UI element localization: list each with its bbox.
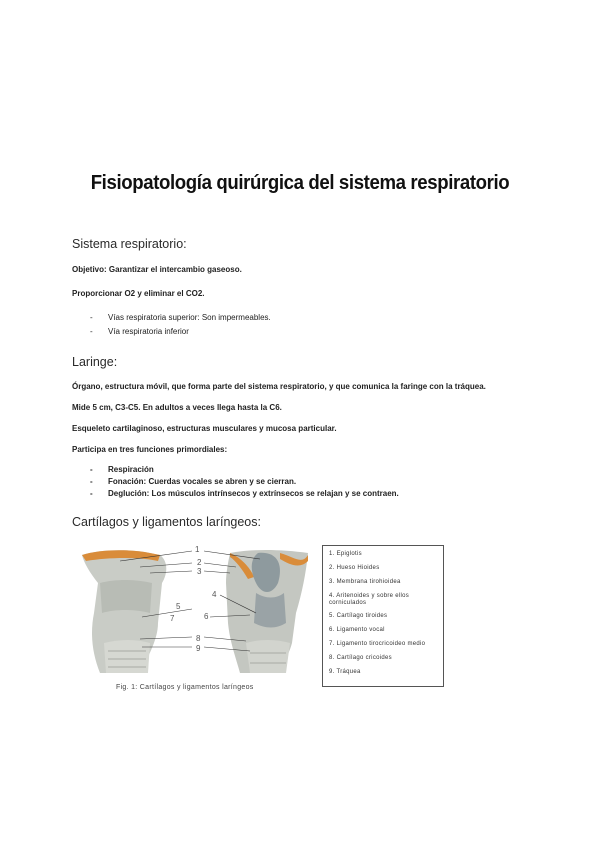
figure-number-2: 2 (197, 558, 202, 567)
list-item: - Deglución: Los músculos intrínsecos y extrínsecos se relajan y se contraen. (90, 489, 399, 498)
section-heading-sistema-respiratorio: Sistema respiratorio: (72, 237, 187, 251)
legend-item: 2. Hueso Hioides (329, 565, 380, 571)
section-heading-laringe: Laringe: (72, 355, 118, 369)
figure-number-4: 4 (212, 590, 217, 599)
objective-paragraph: Objetivo: Garantizar el intercambio gaseoso. (72, 265, 242, 274)
laringe-paragraph-2: Mide 5 cm, C3-C5. En adultos a veces llega hasta la C6. (72, 403, 282, 412)
legend-item: 6. Ligamento vocal (329, 627, 385, 633)
legend-item: 1. Epiglotis (329, 551, 362, 557)
figure-number-3: 3 (197, 567, 202, 576)
laringe-paragraph-3: Esqueleto cartilaginoso, estructuras musculares y mucosa particular. (72, 424, 337, 433)
figure-caption: Fig. 1: Cartílagos y ligamentos laríngeos (116, 684, 254, 691)
laringe-paragraph-4: Participa en tres funciones primordiales: (72, 445, 228, 454)
legend-item: 5. Cartílago tiroides (329, 613, 388, 619)
provide-paragraph: Proporcionar O2 y eliminar el CO2. (72, 289, 205, 298)
figure-number-7: 7 (170, 614, 175, 623)
document-title: Fisiopatología quirúrgica del sistema respiratorio (90, 172, 510, 194)
list-item: - Vía respiratoria inferior (90, 327, 189, 336)
larynx-illustration (80, 543, 318, 673)
section-heading-cartilagos: Cartílagos y ligamentos laríngeos: (72, 515, 261, 529)
figure-number-8: 8 (196, 634, 201, 643)
figure-number-9: 9 (196, 644, 201, 653)
list-item: - Fonación: Cuerdas vocales se abren y se cierran. (90, 477, 297, 486)
legend-item: 3. Membrana tirohioidea (329, 579, 401, 585)
figure-number-5: 5 (176, 602, 181, 611)
figure-number-6: 6 (204, 612, 209, 621)
legend-item: 7. Ligamento tirocricoideo medio (329, 641, 426, 647)
figure-legend (322, 545, 444, 687)
laringe-paragraph-1: Órgano, estructura móvil, que forma parte del sistema respiratorio, y que comunica la faringe con la tráquea. (72, 382, 486, 391)
legend-item: 4. Aritenoides y sobre ellos corniculados (329, 593, 410, 606)
legend-item: 8. Cartílago cricoides (329, 655, 392, 661)
list-item: - Vías respiratoria superior: Son impermeables. (90, 313, 271, 322)
list-item: - Respiración (90, 465, 154, 474)
figure-number-1: 1 (195, 545, 200, 554)
legend-item: 9. Tráquea (329, 669, 361, 675)
